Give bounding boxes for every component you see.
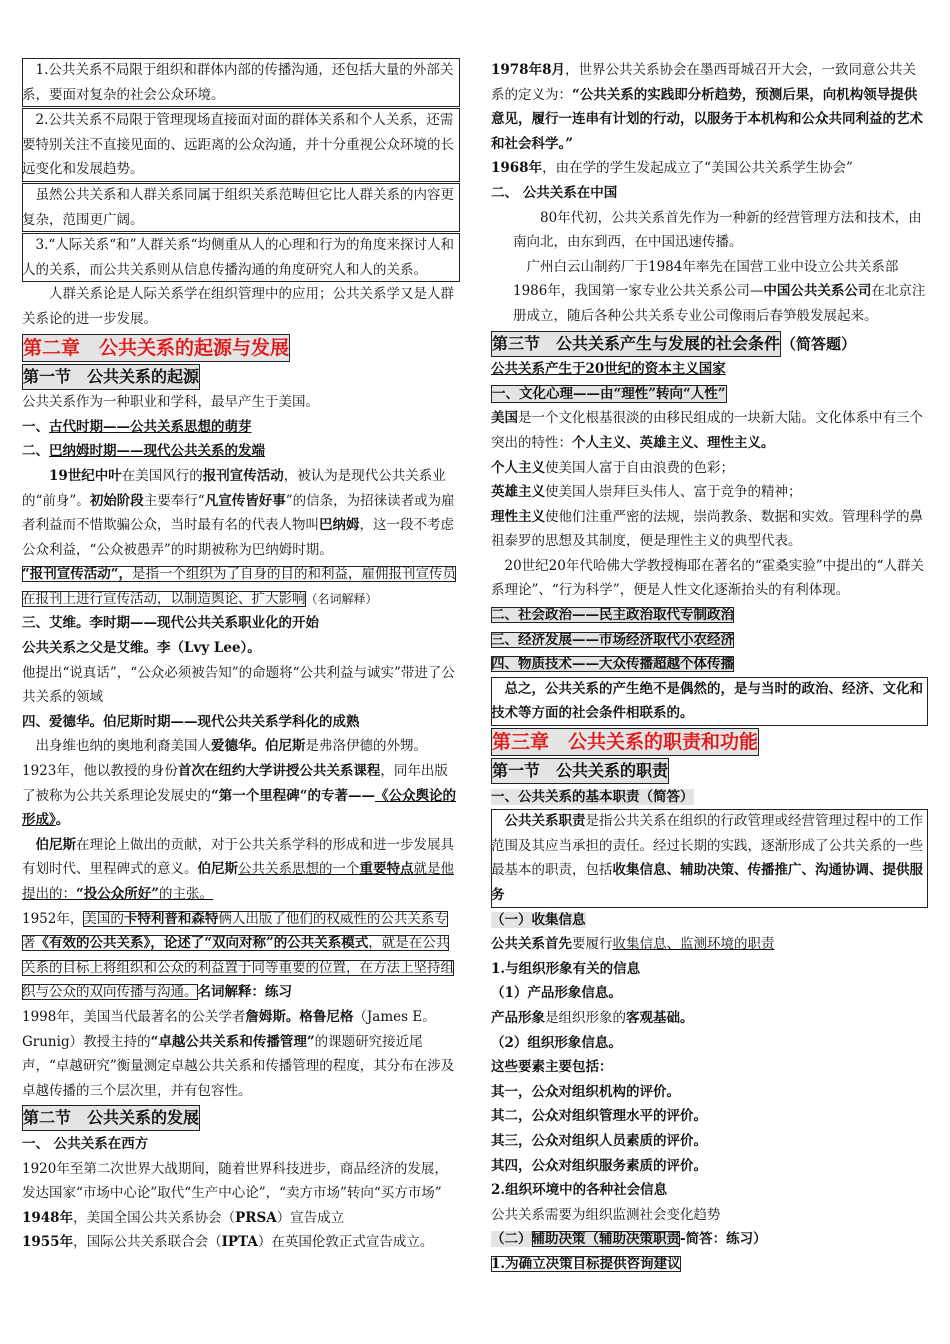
paragraph-text: 虽然公共关系和人群关系同属于组织关系范畴但它比人群关系的内容更复杂，范围更广阔。 bbox=[22, 186, 454, 228]
list-item: 其四，公众对组织服务素质的评价。 bbox=[491, 1157, 707, 1174]
heading-social-info: 2.组织环境中的各种社会信息 bbox=[491, 1182, 668, 1199]
paragraph-heroism bbox=[491, 480, 928, 505]
text-bold: 个人主义 bbox=[491, 459, 545, 476]
paragraph-hawthorne: 20世纪20年代哈佛大学教授梅耶在著名的“霍桑实验”中提出的“人群关系理论”、“行为科学”，便是人性文化逐渐抬头的有利体现。 bbox=[491, 557, 925, 599]
paragraph-rationalism bbox=[491, 505, 928, 554]
chapter-heading bbox=[491, 726, 928, 758]
text: 俩人出版了他们的权威性的公共关系专著 bbox=[22, 910, 448, 952]
text: 广州白云山制药厂于1984年率先在国营工业中设立公共关系部1986年，我国第一家专业公共关系公司— bbox=[513, 258, 899, 300]
paragraph-1978-definition bbox=[491, 58, 928, 156]
text-bold: 英雄主义 bbox=[491, 484, 545, 501]
text-bold: 美国 bbox=[491, 410, 518, 427]
paragraph-ipta bbox=[22, 1230, 460, 1255]
paragraph-80s: 80年代初，公共关系首先作为一种新的经营管理方法和技术，由南向北，由东到西，在中国迅速传播。 bbox=[513, 209, 922, 251]
text: 使他们注重严密的法规，崇尚教条、数据和实效。管理科学的鼻祖泰罗的思想及其制度，便是理性主义的典型代表。 bbox=[491, 508, 923, 550]
heading-barnum bbox=[22, 439, 460, 464]
text: 在北京注册成立，随后各种公共关系专业公司像雨后春笋般发展起来。 bbox=[513, 283, 926, 324]
section-heading bbox=[491, 758, 928, 785]
text-bold-underlined: 重要特点 bbox=[359, 861, 414, 878]
text-underlined: 收集信息、监测环境的职责 bbox=[612, 936, 775, 953]
list-item: 其二，公众对组织管理水平的评价。 bbox=[491, 1108, 707, 1125]
text: 1998年，美国当代最著名的公关学者 bbox=[22, 1008, 246, 1025]
list-item: 其三，公众对组织人员素质的评价。 bbox=[491, 1132, 707, 1149]
paragraph-bernays-contribution bbox=[22, 833, 460, 907]
text: 在理论上做出的贡献，对于公共关系学科的形成和进一步发展具有划时代、里程碑式的意义。 bbox=[22, 836, 454, 878]
paragraph-collect-first bbox=[491, 932, 928, 957]
text-bold: 客观基础。 bbox=[626, 1009, 694, 1026]
paragraph-market-shift: 1920年至第二次世界大战期间，随着世界科技进步，商品经济的发展，发达国家“市场中心论”取代“生产中心论”，“卖方市场”转向“买方市场” bbox=[22, 1160, 448, 1202]
section-heading bbox=[22, 1105, 460, 1132]
text: ）在英国伦敦正式宣告成立。 bbox=[257, 1234, 434, 1251]
section-title: 第二节 公共关系的发展 bbox=[22, 1105, 200, 1131]
text-bold: 19世纪中叶 bbox=[49, 467, 122, 484]
heading-text: 四、物质技术——大众传播超越个体传播 bbox=[491, 656, 734, 673]
paragraph-intro: 公共关系作为一种职业和学科，最早产生于美国。 bbox=[22, 394, 319, 411]
text-bold: 1978年8月 bbox=[491, 62, 565, 78]
paragraph-duties-definition bbox=[491, 809, 928, 907]
chapter-title: 第三章 公共关系的职责和功能 bbox=[491, 728, 759, 756]
text: 1952年， bbox=[22, 910, 84, 927]
section-title: 第一节 公共关系的职责 bbox=[491, 758, 669, 784]
text: 是组织形象的 bbox=[545, 1009, 626, 1026]
text-bold: 理性主义 bbox=[491, 508, 545, 525]
text-bold: 爱德华。伯尼斯 bbox=[211, 738, 306, 755]
text: 是指公共关系在组织的行政管理或经营管理过程中的工作范围及其应当承担的责任。经过长期的实践，逐渐形成了公共关系的一些最基本的职责，包括 bbox=[491, 813, 923, 879]
text: 的课题研究接近尾声，“卓越研究”衡量测定卓越公共关系和传播管理的程度，其分布在涉及卓越传播的三个层次里，并有包容性。 bbox=[22, 1033, 455, 1099]
text-underlined: 就是他提出的： bbox=[22, 861, 454, 902]
heading-text: 巴纳姆时期——现代公共关系的发端 bbox=[49, 443, 265, 460]
text-bold: 伯尼斯 bbox=[35, 836, 76, 853]
text-bold: 1955年 bbox=[22, 1234, 74, 1251]
text-underlined: 公共关系思想的一个 bbox=[238, 861, 360, 878]
text-bold: 。 bbox=[55, 812, 70, 829]
heading-bernays: 四、爱德华。伯尼斯时期——现代公共关系学科化的成熟 bbox=[22, 713, 360, 730]
paragraph-summary: 总之，公共关系的产生绝不是偶然的，是与当时的政治、经济、文化和技术等方面的社会条件相联系的。 bbox=[491, 677, 928, 726]
text: 在美国风行的 bbox=[121, 467, 203, 484]
paragraph-bernays-origin bbox=[22, 734, 460, 832]
text-bold-underlined: “投公众所好” bbox=[76, 886, 160, 902]
text: 美国的 bbox=[83, 910, 124, 927]
section-heading bbox=[491, 331, 928, 358]
paragraph-capitalist: 公共关系产生于20世纪的资本主义国家 bbox=[491, 361, 726, 378]
text: ）宣告成立 bbox=[276, 1209, 345, 1226]
text-bold: 个人主义、英雄主义、理性主义。 bbox=[572, 434, 775, 451]
item-product-image: （1）产品形象信息。 bbox=[491, 985, 622, 1002]
heading-number: （二） bbox=[491, 1231, 532, 1248]
paragraph-baiyunshan bbox=[491, 255, 928, 329]
text: 要履行 bbox=[572, 936, 613, 953]
paragraph-grunig bbox=[22, 1005, 460, 1103]
text-bold: 产品形象 bbox=[491, 1009, 545, 1026]
heading-text: 1.为确立决策目标提供咨询建议 bbox=[491, 1255, 681, 1272]
text: 使美国人崇拜巨头伟人、富于竞争的精神； bbox=[545, 484, 802, 501]
text-bold: IPTA bbox=[221, 1234, 258, 1251]
heading-assist-decision bbox=[491, 1227, 928, 1252]
heading-decision-goal bbox=[491, 1252, 928, 1277]
heading-collect-info bbox=[491, 908, 928, 933]
text-bold: 公共关系首先 bbox=[491, 936, 572, 953]
text-bold: 凡宣传皆好事 bbox=[204, 492, 286, 509]
text: ，国际公共关系联合会（ bbox=[73, 1234, 222, 1251]
text: ，这一段不考虑公众利益，“公众被愚弄”的时期被称为巴纳姆时期。 bbox=[22, 517, 454, 558]
text-bold: PRSA bbox=[235, 1209, 277, 1226]
section-title: 第一节 公共关系的起源 bbox=[22, 364, 200, 390]
text: 是一个文化根基很淡的由移民组成的一块新大陆。文化体系中有三个突出的特性： bbox=[491, 410, 923, 451]
heading-number: 二、 bbox=[22, 443, 49, 460]
text-bold: 收集信息、辅助决策、传播推广、沟通协调、提供服务 bbox=[491, 862, 923, 903]
text-bold: 报刊宣传活动 bbox=[202, 467, 284, 484]
heading-west: 一、 公共关系在西方 bbox=[22, 1135, 149, 1152]
paragraph-monitor: 公共关系需要为组织监测社会变化趋势 bbox=[491, 1206, 721, 1223]
heading-text: （一）收集信息 bbox=[491, 911, 586, 928]
paragraph-product-image bbox=[491, 1006, 928, 1031]
text: ，世界公共关系协会在墨西哥城召开大会，一致同意公共关系的定义为： bbox=[491, 62, 916, 103]
paragraph-barnum bbox=[22, 464, 460, 562]
paragraph-remote-communication bbox=[22, 108, 460, 182]
text: 主要奉行“ bbox=[143, 492, 205, 509]
right-column bbox=[491, 58, 928, 1277]
text: ，由在学的学生发起成立了“美国公共关系学生协会” bbox=[542, 160, 853, 177]
text: ，被认为是现代公共关系业的“前身”。 bbox=[22, 467, 446, 509]
paragraph-america bbox=[491, 406, 928, 455]
paragraph-development: 人群关系论是人际关系学在组织管理中的应用；公共关系学又是人群关系论的进一步发展。 bbox=[22, 286, 454, 327]
paragraph-outer-relations bbox=[22, 58, 460, 107]
text: 出身维也纳的奥地利裔美国人 bbox=[35, 738, 211, 755]
text-bold: 1968年 bbox=[491, 160, 543, 177]
text-bold: 首次在纽约大学讲授公共关系课程 bbox=[177, 763, 381, 780]
paragraph-cutlip-center bbox=[22, 907, 460, 1005]
text-bold: 巴纳姆 bbox=[319, 517, 360, 534]
paragraph-elements: 这些要素主要包括： bbox=[491, 1059, 613, 1076]
heading-text: 一、文化心理——由“理性”转向“人性” bbox=[492, 385, 726, 402]
text: ，同年出版了被称为公共关系理论发展史的 bbox=[22, 763, 448, 804]
heading-china: 二、 公共关系在中国 bbox=[491, 184, 618, 201]
text-bold: “公共关系的实践即分析趋势，预测后果，向机构领导提供意见，履行一连串有计划的行动，以服务于本机构和公众共同利益的艺术和社会科学。” bbox=[491, 86, 923, 152]
text: ”的信条，为招徕读者或为雇者利益而不惜欺骗公众，当时最有名的代表人物叫 bbox=[22, 492, 455, 534]
paragraph-prsa bbox=[22, 1206, 460, 1231]
text-bold: 《有效的公共关系》，论述了“双向对称”的公共关系模式 bbox=[35, 935, 369, 952]
text-underlined: 的主张。 bbox=[159, 886, 214, 902]
paragraph-1968 bbox=[491, 156, 928, 181]
heading-text: 二、社会政治——民主政治取代专制政治 bbox=[491, 607, 734, 624]
item-org-image: （2）组织形象信息。 bbox=[491, 1034, 622, 1051]
heading-note: -简答：练习） bbox=[680, 1231, 767, 1248]
chapter-heading bbox=[22, 332, 460, 364]
paragraph-individualism bbox=[491, 456, 928, 481]
text: 使美国人富于自由浪费的色彩； bbox=[545, 459, 734, 476]
text-note: 名词解释：练习 bbox=[197, 984, 292, 1001]
text: ，就是在公共关系的目标上将组织和公众的利益置于同等重要的位置，在方法上坚持组织与公众的双向传播与沟通。 bbox=[22, 935, 454, 1001]
text-bold: 1948年 bbox=[22, 1209, 74, 1226]
list-item: 其一，公众对组织机构的评价。 bbox=[491, 1083, 680, 1100]
heading-text: 三、经济发展——市场经济取代小农经济 bbox=[491, 631, 734, 648]
text-bold: 中国公共关系公司 bbox=[763, 283, 872, 300]
paragraph-text: 3.“人际关系“和”人群关系“均侧重从人的心理和行为的角度来探讨人和人的关系，而公共关系则从信息传播沟通的角度研究人和人的关系。 bbox=[22, 237, 454, 278]
section-tag: （简答题） bbox=[781, 334, 857, 353]
text: 是指一个组织为了自身的目的和利益，雇佣报刊宣传员在报刊上进行宣传活动，以制造舆论、扩大影响 bbox=[22, 566, 457, 607]
chapter-title: 第二章 公共关系的起源与发展 bbox=[22, 334, 290, 362]
text-bold: 伯尼斯 bbox=[197, 861, 238, 878]
text-note: （名词解释） bbox=[305, 591, 378, 606]
heading-text: 一、公共关系的基本职责（简答） bbox=[491, 788, 694, 805]
paragraph-tell-truth: 他提出“说真话”，“公众必须被告知”的命题将“公共利益与诚实”带进了公共关系的领域 bbox=[22, 664, 455, 706]
text-bold: 公共关系职责 bbox=[504, 813, 586, 830]
heading-ancient bbox=[22, 415, 460, 440]
heading-technology bbox=[491, 652, 928, 677]
text-bold: “第一个里程碑“的专著—— bbox=[211, 787, 376, 804]
heading-ivy-lee: 三、艾维。李时期——现代公共关系职业化的开始 bbox=[22, 615, 319, 632]
heading-image-info: 1.与组织形象有关的信息 bbox=[491, 960, 641, 977]
text-bold: 卡特利普和森特 bbox=[123, 910, 219, 927]
heading-number: 一、 bbox=[22, 418, 49, 435]
definition-press-propaganda bbox=[22, 562, 460, 611]
text-bold: “卓越公共关系和传播管理” bbox=[150, 1033, 315, 1050]
section-heading bbox=[22, 364, 460, 391]
paragraph-perspective bbox=[22, 233, 460, 282]
text-bold: 詹姆斯。格鲁尼格 bbox=[245, 1008, 354, 1025]
section-title: 第三节 公共关系产生与发展的社会条件 bbox=[491, 331, 781, 357]
heading-text: 辅助决策（辅助决策职责 bbox=[531, 1231, 680, 1248]
text-bold: 初始阶段 bbox=[89, 492, 144, 509]
heading-culture bbox=[491, 382, 928, 407]
heading-economy bbox=[491, 628, 928, 653]
paragraph-text: 2.公共关系不局限于管理现场直接面对面的群体关系和个人关系，还需要特别关注不直接见面的、远距离的公众沟通，并十分重视公众环境的长远变化和发展趋势。 bbox=[22, 112, 454, 178]
heading-text: 古代时期——公共关系思想的萌芽 bbox=[49, 418, 252, 435]
text: ，美国全国公共关系协会（ bbox=[73, 1209, 236, 1226]
paragraph-scope bbox=[22, 183, 460, 232]
text: （James E。Grunig）教授主持的 bbox=[22, 1008, 436, 1050]
paragraph-father-of-pr: 公共关系之父是艾维。李（Lvy Lee）。 bbox=[22, 640, 261, 657]
text: 是弗洛伊德的外甥。1923年，他以教授的身份 bbox=[22, 738, 427, 780]
text-bold-underlined: 《公众舆论的形成》 bbox=[22, 787, 457, 829]
paragraph-text: 1.公共关系不局限于组织和群体内部的传播沟通，还包括大量的外部关系，要面对复杂的社会公众环境。 bbox=[22, 62, 454, 103]
heading-politics bbox=[491, 603, 928, 628]
heading-basic-duties bbox=[491, 785, 928, 810]
text-bold: “报刊宣传活动“， bbox=[22, 566, 133, 583]
left-column bbox=[22, 58, 460, 1255]
